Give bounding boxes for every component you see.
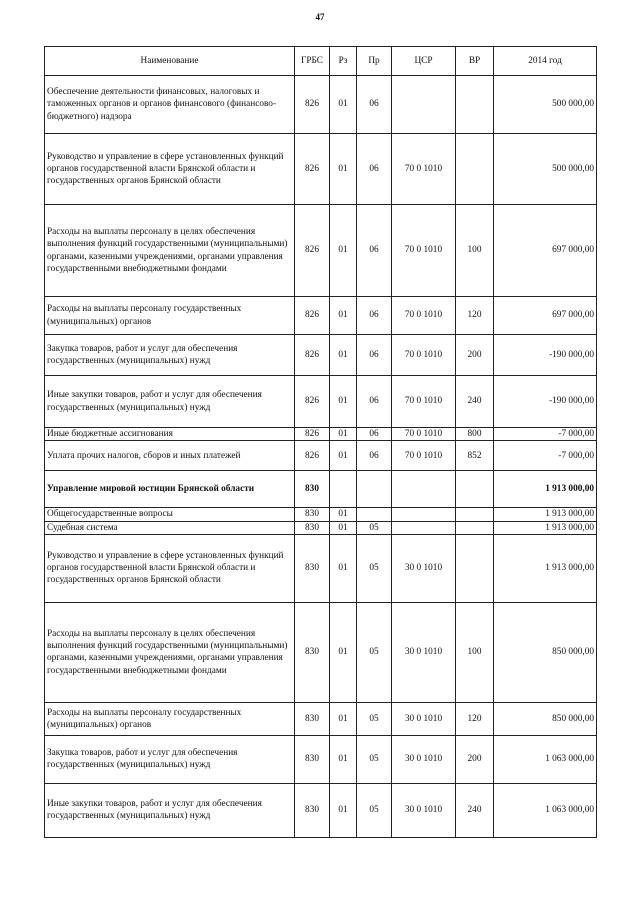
row-amount: 697 000,00 bbox=[494, 297, 597, 335]
table-row bbox=[45, 471, 597, 508]
row-pr: 06 bbox=[357, 205, 392, 297]
row-rz bbox=[330, 471, 357, 508]
table-row bbox=[45, 534, 597, 602]
row-amount: 850 000,00 bbox=[494, 602, 597, 702]
row-rz: 01 bbox=[330, 534, 357, 602]
row-vr: 120 bbox=[456, 297, 494, 335]
row-pr bbox=[357, 471, 392, 508]
row-rz: 01 bbox=[330, 441, 357, 471]
row-grbs: 830 bbox=[295, 783, 330, 837]
row-csr: 70 0 1010 bbox=[392, 376, 456, 428]
row-grbs: 830 bbox=[295, 702, 330, 735]
row-amount: 500 000,00 bbox=[494, 134, 597, 205]
table-row bbox=[45, 134, 597, 205]
row-name: Уплата прочих налогов, сборов и иных платежей bbox=[45, 441, 295, 471]
table-row bbox=[45, 508, 597, 521]
row-grbs: 830 bbox=[295, 521, 330, 534]
row-rz: 01 bbox=[330, 134, 357, 205]
row-pr: 06 bbox=[357, 297, 392, 335]
row-name: Расходы на выплаты персоналу в целях обеспечения выполнения функций государственными (муниципальными) органами, казенными учреждениями, органами управления государственными внебюджетными фондами bbox=[45, 205, 295, 297]
row-rz: 01 bbox=[330, 508, 357, 521]
row-vr: 852 bbox=[456, 441, 494, 471]
column-header-rz: Рз bbox=[330, 47, 357, 76]
row-rz: 01 bbox=[330, 702, 357, 735]
row-csr: 70 0 1010 bbox=[392, 441, 456, 471]
column-header-amount-2014: 2014 год bbox=[494, 47, 597, 76]
row-grbs: 826 bbox=[295, 134, 330, 205]
row-rz: 01 bbox=[330, 376, 357, 428]
row-grbs: 826 bbox=[295, 441, 330, 471]
row-csr: 30 0 1010 bbox=[392, 702, 456, 735]
budget-table bbox=[44, 46, 597, 838]
row-rz: 01 bbox=[330, 783, 357, 837]
row-pr: 05 bbox=[357, 783, 392, 837]
row-csr bbox=[392, 76, 456, 134]
table-row bbox=[45, 735, 597, 783]
row-pr bbox=[357, 508, 392, 521]
row-name: Расходы на выплаты персоналу государственных (муниципальных) органов bbox=[45, 702, 295, 735]
row-rz: 01 bbox=[330, 335, 357, 376]
row-amount: 500 000,00 bbox=[494, 76, 597, 134]
row-pr: 06 bbox=[357, 428, 392, 441]
column-header-pr: Пр bbox=[357, 47, 392, 76]
row-amount: -7 000,00 bbox=[494, 428, 597, 441]
table-row bbox=[45, 783, 597, 837]
row-amount: -7 000,00 bbox=[494, 441, 597, 471]
column-header-grbs: ГРБС bbox=[295, 47, 330, 76]
row-vr bbox=[456, 534, 494, 602]
row-pr: 05 bbox=[357, 521, 392, 534]
row-rz: 01 bbox=[330, 735, 357, 783]
row-grbs: 826 bbox=[295, 335, 330, 376]
row-vr bbox=[456, 134, 494, 205]
table-row bbox=[45, 297, 597, 335]
row-amount: 1 063 000,00 bbox=[494, 783, 597, 837]
row-csr: 30 0 1010 bbox=[392, 783, 456, 837]
row-pr: 05 bbox=[357, 534, 392, 602]
table-row bbox=[45, 521, 597, 534]
table-row bbox=[45, 702, 597, 735]
row-rz: 01 bbox=[330, 297, 357, 335]
row-vr: 240 bbox=[456, 376, 494, 428]
table-row bbox=[45, 335, 597, 376]
row-name: Расходы на выплаты персоналу государственных (муниципальных) органов bbox=[45, 297, 295, 335]
row-pr: 06 bbox=[357, 76, 392, 134]
row-csr: 70 0 1010 bbox=[392, 428, 456, 441]
row-csr: 70 0 1010 bbox=[392, 335, 456, 376]
row-pr: 05 bbox=[357, 602, 392, 702]
row-name: Руководство и управление в сфере установленных функций органов государственной власти Брянской области и государственных органов Брянской области bbox=[45, 134, 295, 205]
row-amount: 697 000,00 bbox=[494, 205, 597, 297]
row-rz: 01 bbox=[330, 521, 357, 534]
row-pr: 06 bbox=[357, 376, 392, 428]
row-name: Расходы на выплаты персоналу в целях обеспечения выполнения функций государственными (муниципальными) органами, казенными учреждениями, органами управления государственными внебюджетными фондами bbox=[45, 602, 295, 702]
column-header-vr: ВР bbox=[456, 47, 494, 76]
row-vr: 100 bbox=[456, 602, 494, 702]
row-grbs: 830 bbox=[295, 471, 330, 508]
row-name: Иные закупки товаров, работ и услуг для обеспечения государственных (муниципальных) нужд bbox=[45, 783, 295, 837]
row-name: Руководство и управление в сфере установленных функций органов государственной власти Брянской области и государственных органов Брянской области bbox=[45, 534, 295, 602]
row-grbs: 826 bbox=[295, 428, 330, 441]
row-vr: 120 bbox=[456, 702, 494, 735]
row-csr: 70 0 1010 bbox=[392, 205, 456, 297]
table-row bbox=[45, 441, 597, 471]
row-name: Судебная система bbox=[45, 521, 295, 534]
row-amount: 1 913 000,00 bbox=[494, 534, 597, 602]
row-vr bbox=[456, 76, 494, 134]
row-rz: 01 bbox=[330, 76, 357, 134]
row-csr: 30 0 1010 bbox=[392, 602, 456, 702]
row-grbs: 826 bbox=[295, 297, 330, 335]
row-name: Иные закупки товаров, работ и услуг для обеспечения государственных (муниципальных) нужд bbox=[45, 376, 295, 428]
row-pr: 06 bbox=[357, 441, 392, 471]
row-name: Иные бюджетные ассигнования bbox=[45, 428, 295, 441]
row-amount: 1 913 000,00 bbox=[494, 508, 597, 521]
table-row bbox=[45, 205, 597, 297]
table-row bbox=[45, 376, 597, 428]
row-name: Общегосударственные вопросы bbox=[45, 508, 295, 521]
row-vr bbox=[456, 508, 494, 521]
row-grbs: 830 bbox=[295, 534, 330, 602]
row-grbs: 830 bbox=[295, 735, 330, 783]
row-vr: 240 bbox=[456, 783, 494, 837]
row-pr: 06 bbox=[357, 335, 392, 376]
row-csr: 30 0 1010 bbox=[392, 534, 456, 602]
row-grbs: 830 bbox=[295, 602, 330, 702]
row-vr bbox=[456, 521, 494, 534]
row-csr bbox=[392, 471, 456, 508]
row-csr bbox=[392, 521, 456, 534]
row-amount: 850 000,00 bbox=[494, 702, 597, 735]
row-vr bbox=[456, 471, 494, 508]
row-amount: -190 000,00 bbox=[494, 335, 597, 376]
row-grbs: 826 bbox=[295, 205, 330, 297]
row-vr: 100 bbox=[456, 205, 494, 297]
row-name: Закупка товаров, работ и услуг для обеспечения государственных (муниципальных) нужд bbox=[45, 735, 295, 783]
row-name: Обеспечение деятельности финансовых, налоговых и таможенных органов и органов финансового (финансово-бюджетного) надзора bbox=[45, 76, 295, 134]
row-csr bbox=[392, 508, 456, 521]
row-amount: -190 000,00 bbox=[494, 376, 597, 428]
row-grbs: 826 bbox=[295, 76, 330, 134]
row-rz: 01 bbox=[330, 205, 357, 297]
row-pr: 05 bbox=[357, 735, 392, 783]
row-vr: 800 bbox=[456, 428, 494, 441]
row-csr: 30 0 1010 bbox=[392, 735, 456, 783]
row-vr: 200 bbox=[456, 735, 494, 783]
row-amount: 1 913 000,00 bbox=[494, 471, 597, 508]
page-number: 47 bbox=[315, 12, 325, 22]
row-grbs: 830 bbox=[295, 508, 330, 521]
row-csr: 70 0 1010 bbox=[392, 297, 456, 335]
table-row bbox=[45, 602, 597, 702]
table-row bbox=[45, 76, 597, 134]
row-rz: 01 bbox=[330, 428, 357, 441]
row-grbs: 826 bbox=[295, 376, 330, 428]
row-pr: 05 bbox=[357, 702, 392, 735]
row-amount: 1 063 000,00 bbox=[494, 735, 597, 783]
column-header-name: Наименование bbox=[45, 47, 295, 76]
row-pr: 06 bbox=[357, 134, 392, 205]
row-rz: 01 bbox=[330, 602, 357, 702]
row-name: Закупка товаров, работ и услуг для обеспечения государственных (муниципальных) нужд bbox=[45, 335, 295, 376]
table-row bbox=[45, 428, 597, 441]
column-header-csr: ЦСР bbox=[392, 47, 456, 76]
table-header-row bbox=[45, 47, 597, 76]
row-name: Управление мировой юстиции Брянской области bbox=[45, 471, 295, 508]
row-amount: 1 913 000,00 bbox=[494, 521, 597, 534]
row-csr: 70 0 1010 bbox=[392, 134, 456, 205]
row-vr: 200 bbox=[456, 335, 494, 376]
